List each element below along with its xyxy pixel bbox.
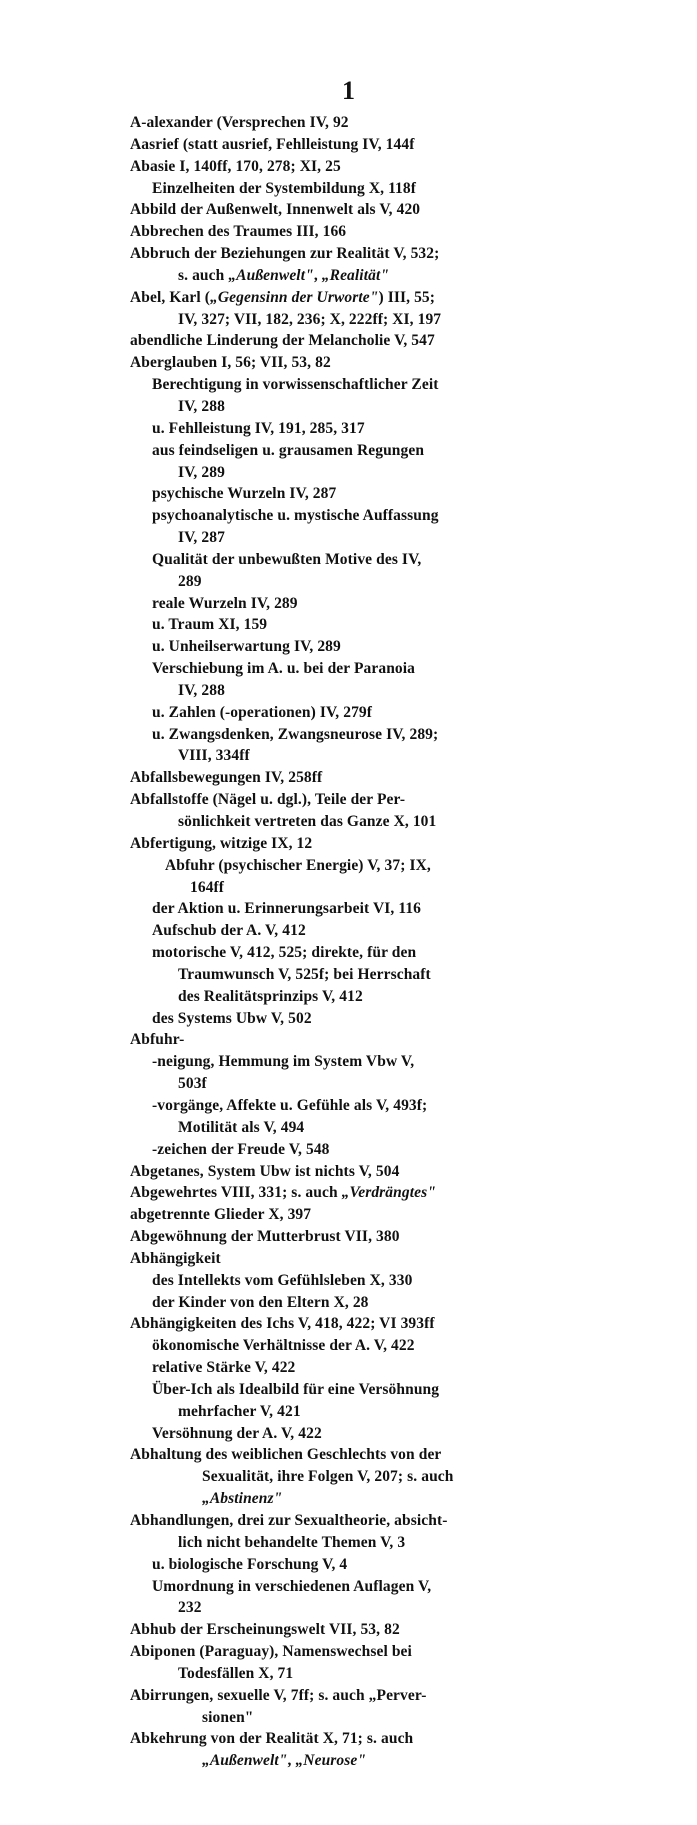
index-line: -vorgänge, Affekte u. Gefühle als V, 493f; (152, 1096, 428, 1114)
index-line: u. Unheilserwartung IV, 289 (152, 638, 341, 656)
index-line: psychische Wurzeln IV, 287 (152, 485, 337, 503)
index-line: Versöhnung der A. V, 422 (152, 1424, 322, 1442)
index-line: u. Traum XI, 159 (152, 616, 268, 634)
index-line: u. Zwangsdenken, Zwangsneurose IV, 289; (152, 725, 439, 743)
index-line: Berechtigung in vorwissenschaftlicher Zeit (152, 376, 439, 394)
index-line: Einzelheiten der Systembildung X, 118f (152, 179, 417, 197)
page-number: 1 (342, 76, 355, 105)
index-line: reale Wurzeln IV, 289 (152, 594, 298, 612)
index-line: IV, 327; VII, 182, 236; X, 222ff; XI, 197 (178, 310, 442, 328)
index-line: Abfertigung, witzige IX, 12 (130, 834, 313, 852)
index-line: Über-Ich als Idealbild für eine Versöhnung (152, 1380, 440, 1398)
index-line: 232 (178, 1599, 202, 1617)
index-line: Abhaltung des weiblichen Geschlechts von der (130, 1446, 442, 1464)
index-line: Abgewehrtes VIII, 331; s. auch „Verdrängtes" (130, 1184, 436, 1202)
index-line: lich nicht behandelte Themen V, 3 (178, 1533, 406, 1551)
index-line: des Intellekts vom Gefühlsleben X, 330 (152, 1271, 413, 1289)
index-line: -zeichen der Freude V, 548 (152, 1140, 330, 1158)
index-line: Abbruch der Beziehungen zur Realität V, 532; (130, 245, 440, 263)
index-line: Aufschub der A. V, 412 (152, 922, 306, 940)
index-line: u. biologische Forschung V, 4 (152, 1555, 348, 1573)
index-line: mehrfacher V, 421 (178, 1402, 301, 1420)
index-line: Abhandlungen, drei zur Sexualtheorie, absicht- (130, 1512, 448, 1529)
index-line: relative Stärke V, 422 (152, 1359, 296, 1377)
index-line: Abhub der Erscheinungswelt VII, 53, 82 (130, 1621, 400, 1639)
index-line: Abirrungen, sexuelle V, 7ff; s. auch „Perver- (130, 1686, 427, 1704)
index-line: Abbild der Außenwelt, Innenwelt als V, 420 (130, 201, 421, 219)
index-line: abgetrennte Glieder X, 397 (130, 1206, 312, 1224)
index-line: Abiponen (Paraguay), Namenswechsel bei (130, 1643, 412, 1661)
index-line: Abgetanes, System Ubw ist nichts V, 504 (130, 1162, 400, 1180)
index-line: aus feindseligen u. grausamen Regungen (152, 441, 425, 459)
index-line: ökonomische Verhältnisse der A. V, 422 (152, 1337, 415, 1355)
index-line: sönlichkeit vertreten das Ganze X, 101 (178, 813, 437, 830)
index-line: A-alexander (Versprechen IV, 92 (130, 114, 349, 131)
index-line: Abel, Karl („Gegensinn der Urworte") III, 55; (130, 288, 436, 306)
index-line: IV, 288 (178, 681, 225, 699)
index-line: der Aktion u. Erinnerungsarbeit VI, 116 (152, 900, 422, 918)
index-line: des Systems Ubw V, 502 (152, 1009, 312, 1027)
index-line: 503f (178, 1075, 207, 1093)
index-line: -neigung, Hemmung im System Vbw V, (152, 1053, 415, 1071)
index-line: Motilität als V, 494 (178, 1118, 305, 1136)
index-line: Abbrechen des Traumes III, 166 (130, 223, 347, 241)
index-line: VIII, 334ff (178, 747, 250, 765)
index-line: IV, 287 (178, 529, 225, 547)
index-line: Verschiebung im A. u. bei der Paranoia (152, 660, 416, 678)
index-line: 164ff (190, 878, 225, 896)
index-line: Umordnung in verschiedenen Auflagen V, (152, 1577, 432, 1595)
index-line: s. auch „Außenwelt", „Realität" (178, 266, 390, 284)
index-line: Abfallsbewegungen IV, 258ff (130, 769, 323, 787)
index-line: IV, 288 (178, 397, 225, 415)
index-line: u. Fehlleistung IV, 191, 285, 317 (152, 419, 365, 437)
index-list (130, 112, 575, 1772)
index-line: Traumwunsch V, 525f; bei Herrschaft (178, 965, 431, 983)
index-line: u. Zahlen (-operationen) IV, 279f (152, 703, 373, 721)
index-line: IV, 289 (178, 463, 225, 481)
index-line: Abasie I, 140ff, 170, 278; XI, 25 (130, 157, 341, 175)
index-line: Sexualität, ihre Folgen V, 207; s. auch (202, 1468, 454, 1486)
index-line: „Abstinenz" (202, 1490, 283, 1508)
index-line: Qualität der unbewußten Motive des IV, (152, 550, 422, 568)
index-line: Abhängigkeiten des Ichs V, 418, 422; VI 393ff (130, 1315, 435, 1333)
index-line: Aasrief (statt ausrief, Fehlleistung IV, 144f (130, 135, 415, 153)
index-line: 289 (178, 572, 202, 590)
index-line: Abhängigkeit (130, 1249, 221, 1267)
index-line: Abgewöhnung der Mutterbrust VII, 380 (130, 1228, 400, 1246)
index-line: Todesfällen X, 71 (178, 1664, 294, 1682)
index-line: Abfuhr (psychischer Energie) V, 37; IX, (165, 856, 431, 874)
index-line: Aberglauben I, 56; VII, 53, 82 (130, 354, 331, 372)
index-line: des Realitätsprinzips V, 412 (178, 987, 363, 1005)
index-line: sionen" (202, 1708, 254, 1726)
index-line: Abkehrung von der Realität X, 71; s. auch (130, 1730, 414, 1748)
index-line: motorische V, 412, 525; direkte, für den (152, 944, 417, 962)
index-line: der Kinder von den Eltern X, 28 (152, 1293, 369, 1311)
index-line: psychoanalytische u. mystische Auffassung (152, 507, 439, 525)
index-line: Abfallstoffe (Nägel u. dgl.), Teile der Per- (130, 791, 406, 809)
index-line: Abfuhr- (130, 1031, 185, 1049)
index-line: „Außenwelt", „Neurose" (202, 1752, 367, 1770)
index-line: abendliche Linderung der Melancholie V, 547 (130, 332, 435, 350)
